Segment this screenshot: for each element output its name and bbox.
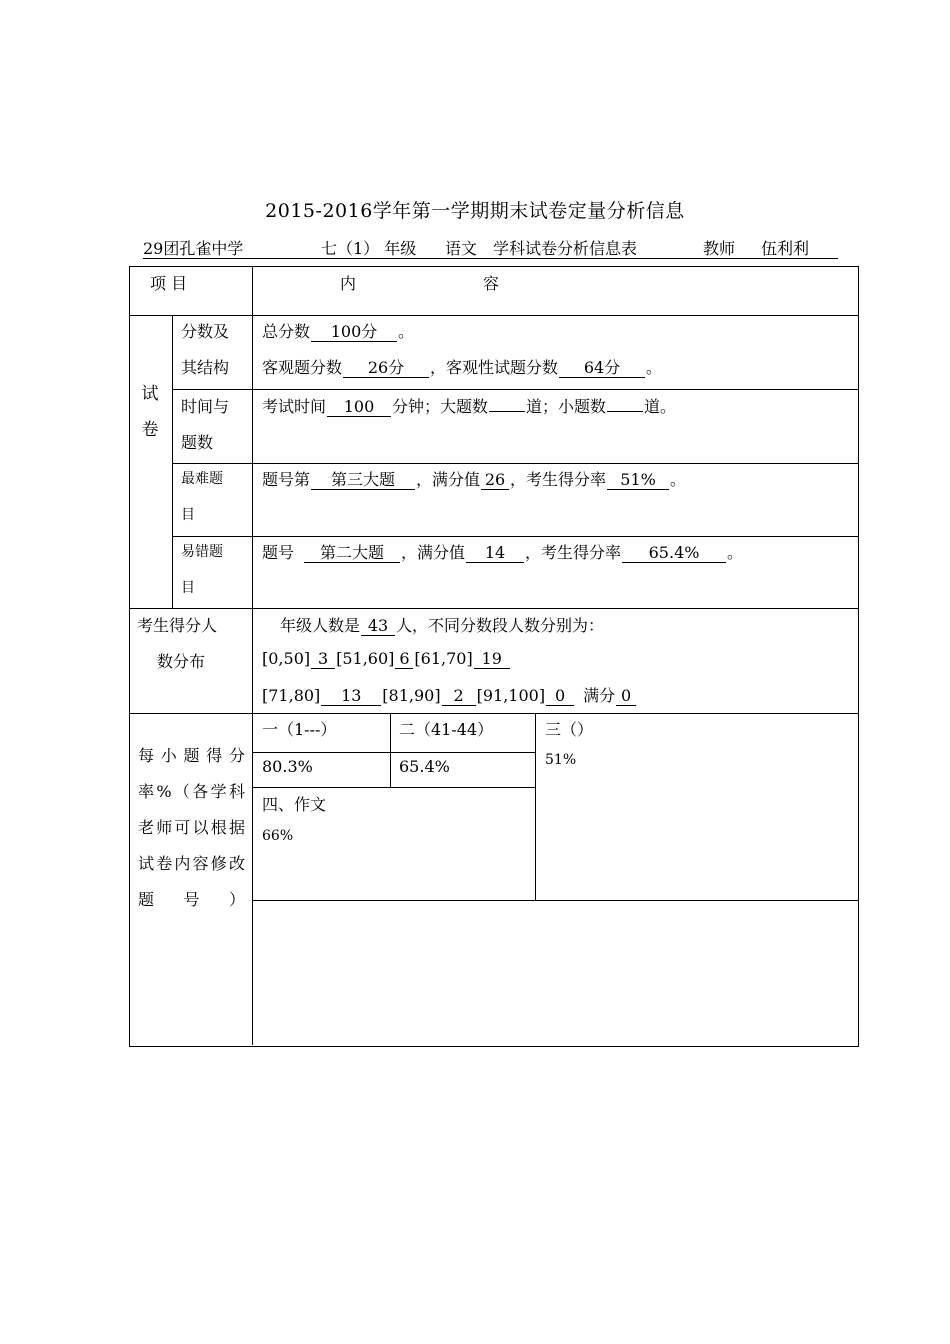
time-count-label-2: 题数 <box>181 433 214 452</box>
paper-label-char: 卷 <box>141 420 159 440</box>
paper-label-char: 试 <box>141 384 159 404</box>
error-prone-question: 第二大题 <box>304 544 400 563</box>
question-three-title: 三（） <box>545 720 594 739</box>
exam-time-value: 100 <box>327 398 391 417</box>
error-prone-prefix: 题号 <box>262 543 295 562</box>
time-count-label: 时间与 <box>181 397 230 416</box>
score-range: [91,100] <box>476 686 546 705</box>
subjective-score-prefix: ，客观性试题分数 <box>430 358 559 377</box>
score-structure-label-2: 其结构 <box>181 358 230 377</box>
objective-score-prefix: 客观题分数 <box>262 358 343 377</box>
teacher-label: 教师 <box>703 239 736 258</box>
row-divider <box>173 389 858 390</box>
score-structure-label: 分数及 <box>181 322 230 341</box>
distribution-label: 考生得分人 <box>137 616 218 635</box>
error-prone-rate-value: 65.4% <box>622 544 726 563</box>
small-question-count <box>607 411 643 412</box>
subjective-score-value: 64分 <box>559 359 645 378</box>
hardest-full-label: ，满分值 <box>416 470 481 489</box>
paper-label <box>140 376 160 448</box>
question-four-title: 四、作文 <box>262 795 327 814</box>
school-name: 29团孔雀中学 <box>143 239 244 258</box>
small-question-suffix: 道。 <box>644 397 677 416</box>
question-one-rate: 80.3% <box>262 757 313 776</box>
exam-time-line <box>262 394 676 417</box>
score-range: [71,80] <box>262 686 321 705</box>
hardest-rate-value: 51% <box>607 471 669 490</box>
row-divider <box>173 536 858 537</box>
error-prone-label: 易错题 <box>181 544 223 560</box>
hardest-label-2: 目 <box>181 507 195 523</box>
hardest-prefix: 题号第 <box>262 470 311 489</box>
error-prone-rate-label: ，考生得分率 <box>525 543 622 562</box>
score-range-count: 0 <box>546 687 574 706</box>
student-count-prefix: 年级人数是 <box>280 616 361 635</box>
total-score-line <box>262 319 414 342</box>
row-divider <box>253 900 858 901</box>
student-count-value: 43 <box>361 617 395 636</box>
row-divider <box>129 608 858 609</box>
col-content-header: 内 <box>340 274 357 293</box>
score-range-count: 13 <box>321 687 381 706</box>
student-count-line <box>280 613 604 636</box>
hardest-line <box>262 467 686 490</box>
total-score-prefix: 总分数 <box>262 322 311 341</box>
score-range-count: 2 <box>442 687 476 706</box>
subject-name: 语文 <box>445 239 478 258</box>
per-question-label: 每小题得分率%（各学科老师可以根据试卷内容修改题号） <box>138 746 245 909</box>
row-divider <box>129 713 858 714</box>
hardest-question: 第三大题 <box>311 471 415 490</box>
objective-score-line <box>262 355 662 378</box>
exam-time-prefix: 考试时间 <box>262 397 327 416</box>
hardest-full-value: 26 <box>481 471 509 490</box>
hardest-suffix: 。 <box>670 470 687 489</box>
distribution-label-2: 数分布 <box>157 652 206 671</box>
question-three-rate: 51% <box>545 752 577 768</box>
error-prone-full-value: 14 <box>466 544 524 563</box>
score-range: [61,70] <box>414 649 473 668</box>
total-score-value: 100分 <box>311 323 397 342</box>
score-range-count: 3 <box>311 650 335 669</box>
error-prone-full-label: ，满分值 <box>401 543 466 562</box>
grade-label: 七（1） 年级 <box>321 239 417 258</box>
full-score-label: 满分 <box>583 686 616 705</box>
score-range: [81,90] <box>382 686 441 705</box>
question-four-rate: 66% <box>262 828 294 844</box>
table-name: 学科试卷分析信息表 <box>493 239 638 258</box>
col-divider <box>535 713 536 900</box>
big-question-count <box>489 411 525 412</box>
big-question-prefix: 分钟；大题数 <box>392 397 489 416</box>
question-two-rate: 65.4% <box>399 757 450 776</box>
hardest-rate-label: ，考生得分率 <box>510 470 607 489</box>
col-item-header: 项 目 <box>150 274 188 293</box>
small-question-prefix: 道；小题数 <box>526 397 607 416</box>
score-range-count: 19 <box>474 650 510 669</box>
full-score-count: 0 <box>616 687 636 706</box>
score-range-line-2 <box>262 683 637 706</box>
header-line <box>143 236 838 259</box>
question-one-title: 一（1---） <box>262 720 337 739</box>
row-divider <box>173 463 858 464</box>
objective-score-value: 26分 <box>343 359 429 378</box>
error-prone-line <box>262 540 743 563</box>
row-divider <box>253 752 535 753</box>
page-title: 2015-2016学年第一学期期末试卷定量分析信息 <box>265 200 685 222</box>
row-divider <box>129 315 858 316</box>
col-divider <box>172 315 173 608</box>
hardest-label: 最难题 <box>181 471 223 487</box>
score-range-count: 6 <box>395 650 413 669</box>
score-range: [0,50] <box>262 649 311 668</box>
col-content-header-2: 容 <box>483 274 500 293</box>
subjective-score-suffix: 。 <box>646 358 663 377</box>
score-range-line-1 <box>262 649 511 669</box>
score-range: [51,60] <box>336 649 395 668</box>
col-divider <box>390 713 391 787</box>
teacher-name: 伍利利 <box>761 239 810 258</box>
col-divider <box>252 266 253 1045</box>
question-two-title: 二（41-44） <box>399 720 494 739</box>
error-prone-suffix: 。 <box>727 543 744 562</box>
student-count-suffix: 人，不同分数段人数分别为： <box>396 616 605 635</box>
row-divider <box>253 787 535 788</box>
total-score-suffix: 。 <box>398 322 415 341</box>
error-prone-label-2: 目 <box>181 580 195 596</box>
